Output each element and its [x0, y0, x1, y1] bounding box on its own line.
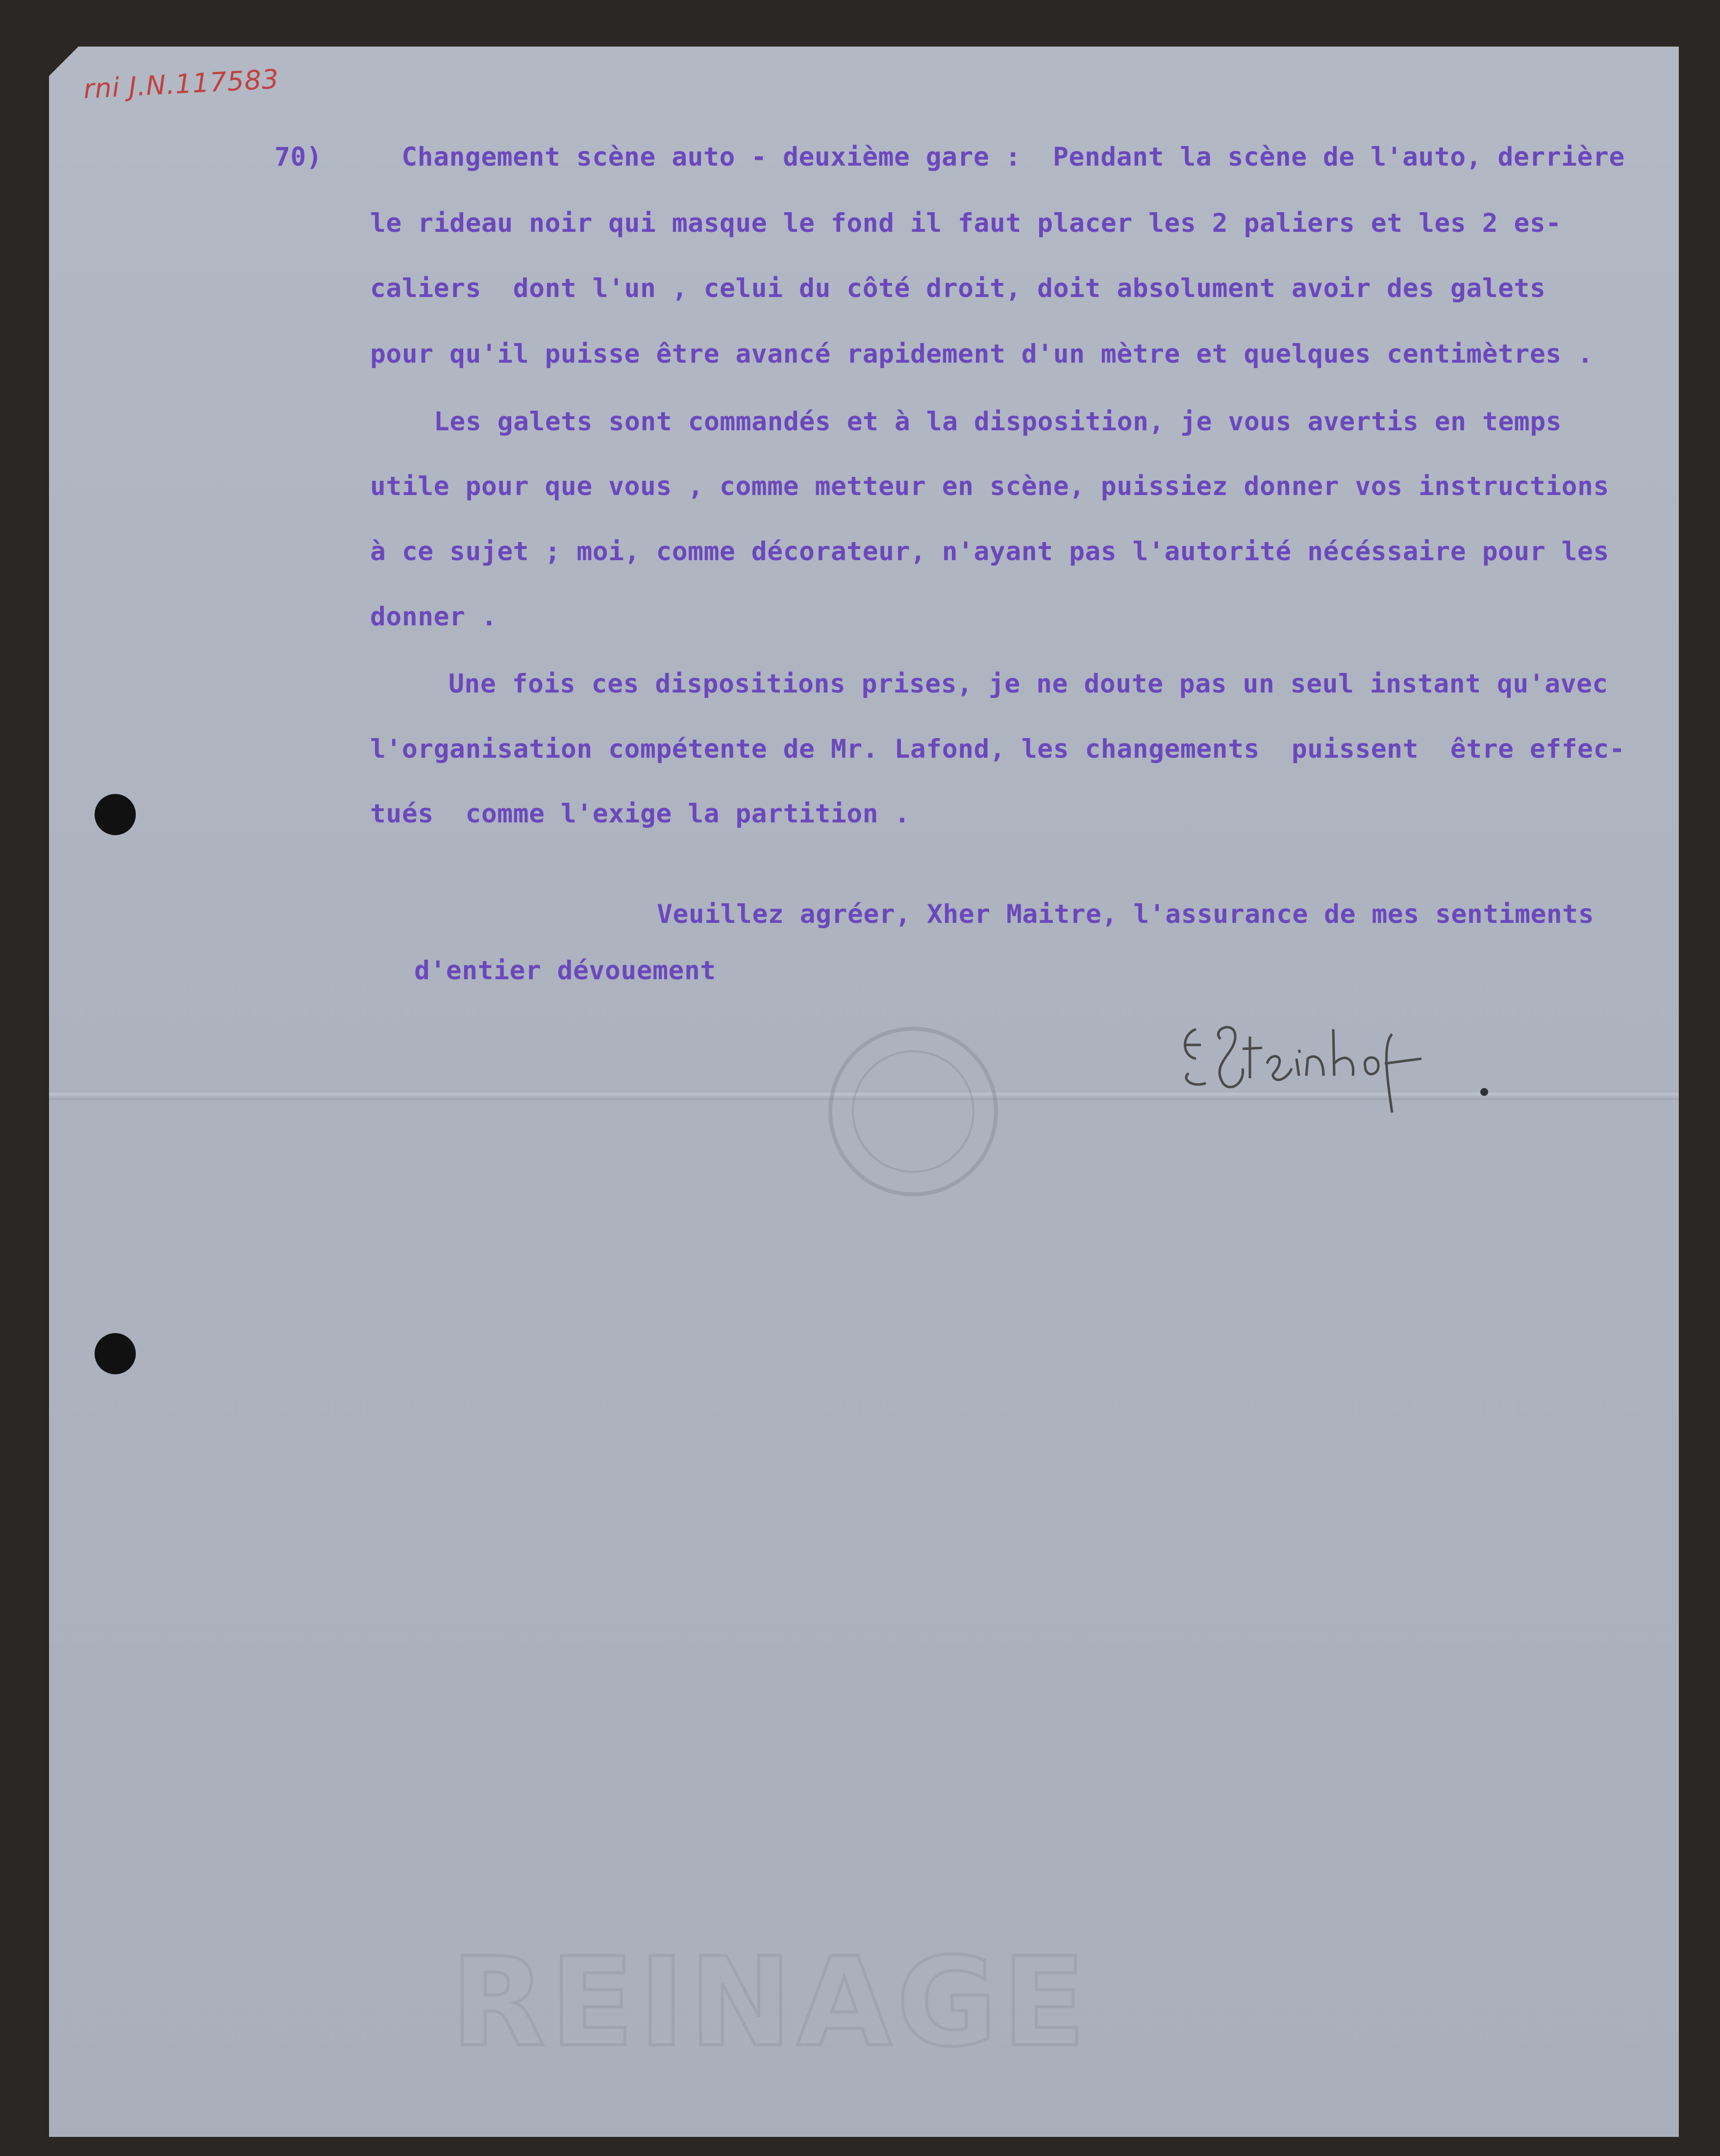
punch-hole-lower [95, 1333, 136, 1374]
punch-hole-upper [95, 794, 136, 835]
letter-line-2: le rideau noir qui masque le fond il faut placer les 2 paliers et les 2 es- [370, 208, 1562, 238]
letter-line-11: tués comme l'exige la partition . [370, 799, 910, 829]
closing-line-2: d'entier dévouement [414, 956, 716, 986]
institution-stamp [828, 1027, 998, 1196]
letter-line-4: pour qu'il puisse être avancé rapidement d'un mètre et quelques centimètres . [370, 339, 1594, 369]
letter-line-6: utile pour que vous , comme metteur en scène, puissiez donner vos instructions [370, 471, 1609, 501]
letter-line-1: 70) Changement scène auto - deuxième gare : Pendant la scène de l'auto, derrière [274, 142, 1625, 172]
letter-line-5: Les galets sont commandés et à la disposition, je vous avertis en temps [434, 407, 1562, 437]
signature [1176, 1010, 1451, 1122]
letter-line-3: caliers dont l'un , celui du côté droit, doit absolument avoir des galets [370, 273, 1546, 303]
watermark: REINAGE [451, 1931, 1091, 2074]
letter-line-7: à ce sujet ; moi, comme décorateur, n'ayant pas l'autorité nécéssaire pour les [370, 537, 1609, 567]
letter-line-10: l'organisation compétente de Mr. Lafond, les changements puissent être effec- [370, 734, 1625, 764]
closing-line-1: Veuillez agréer, Xher Maitre, l'assurance de mes sentiments [657, 899, 1595, 929]
stamp-inner-ring [852, 1050, 974, 1173]
letter-line-8: donner . [370, 602, 498, 632]
signature-dot [1480, 1088, 1488, 1096]
letter-line-9: Une fois ces dispositions prises, je ne doute pas un seul instant qu'avec [449, 669, 1608, 699]
archive-reference: rni J.N.117583 [82, 63, 280, 105]
